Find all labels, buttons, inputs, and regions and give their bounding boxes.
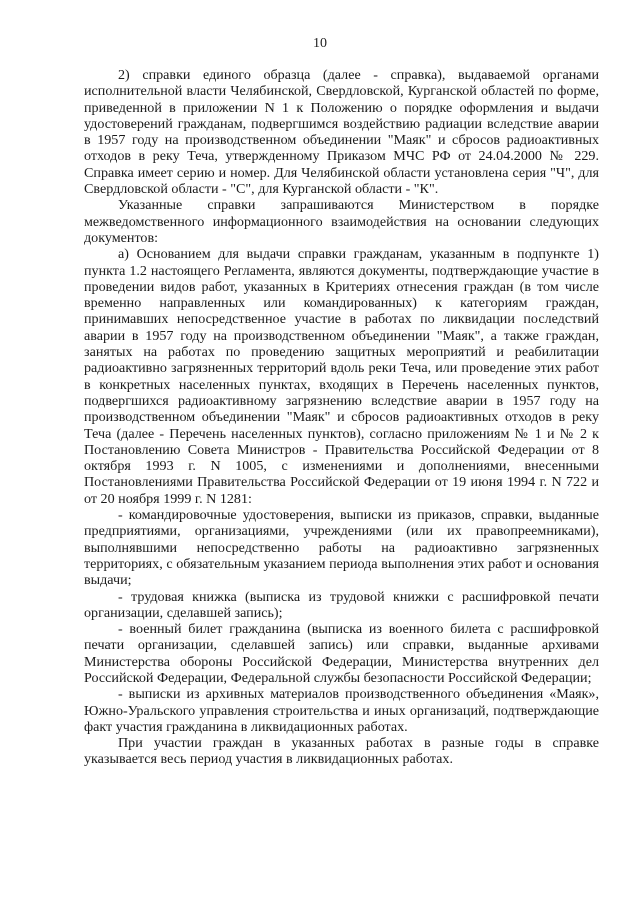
list-item-travel-certificates: - командировочные удостоверения, выписки из приказов, справки, выданные предприятиями, организациями, учреждениями (или их правопреемниками), выполнявшими непосредственно работы на радиоактивно загрязненных территориях, с обязательным указанием периода выполнения этих работ и основания выдачи; bbox=[84, 507, 599, 589]
list-item-military-id: - военный билет гражданина (выписка из военного билета с расшифровкой печати организации, сделавшей запись) или справки, выданные архивами Министерства обороны Российской Федерации, Министерства внутренних дел Российской Федерации, Федеральной службы безопасности Российской Федерации; bbox=[84, 621, 599, 686]
paragraph-certificate-form: 2) справки единого образца (далее - справка), выдаваемой органами исполнительной власти Челябинской, Свердловской, Курганской областей по форме, приведенной в приложении N 1 к Положению о порядке оформления и выдачи удостоверений гражданам, подвергшимся воздействию радиации вследствие аварии в 1957 году на производственном объединении "Маяк" и сбросов радиоактивных отходов в реку Теча, утвержденному Приказом МЧС РФ от 24.04.2000 № 229. Справка имеет серию и номер. Для Челябинской области установлена серия "Ч", для Свердловской области - "С", для Курганской области - "К". bbox=[84, 67, 599, 198]
document-body bbox=[84, 67, 599, 768]
paragraph-participation-period: При участии граждан в указанных работах в разные годы в справке указывается весь период участия в ликвидационных работах. bbox=[84, 735, 599, 768]
paragraph-grounds-a: а) Основанием для выдачи справки гражданам, указанным в подпункте 1) пункта 1.2 настоящего Регламента, являются документы, подтверждающие участие в проведении видов работ, указанных в Критериях отнесения граждан (в том числе временно направленных или командированных) к категориям граждан, принимавших непосредственное участие в работах по ликвидации последствий аварии в 1957 году на производственном объединении "Маяк", а также граждан, занятых на работах по проведению защитных мероприятий и реабилитации радиоактивно загрязненных территорий вдоль реки Теча, или проведение этих работ в конкретных населенных пунктах, входящих в Перечень населенных пунктов, подвергшихся радиоактивному загрязнению вследствие аварии в 1957 году на производственном объединении "Маяк" и сбросов радиоактивных отходов в реку Теча (далее - Перечень населенных пунктов), согласно приложениям № 1 и № 2 к Постановлению Совета Министров - Правительства Российской Федерации от 8 октября 1993 г. N 1005, с изменениями и дополнениями, внесенными Постановлениями Правительства Российской Федерации от 19 июня 1994 г. N 722 и от 20 ноября 1999 г. N 1281: bbox=[84, 246, 599, 507]
list-item-work-book: - трудовая книжка (выписка из трудовой книжки с расшифровкой печати организации, сделавшей запись); bbox=[84, 588, 599, 621]
page-number: 10 bbox=[313, 36, 327, 51]
list-item-archive-extracts: - выписки из архивных материалов производственного объединения «Маяк», Южно-Уральского управления строительства и иных организаций, подтверждающие факт участия гражданина в ликвидационных работах. bbox=[84, 686, 599, 735]
paragraph-interagency-request: Указанные справки запрашиваются Министерством в порядке межведомственного информационного взаимодействия на основании следующих документов: bbox=[84, 197, 599, 246]
